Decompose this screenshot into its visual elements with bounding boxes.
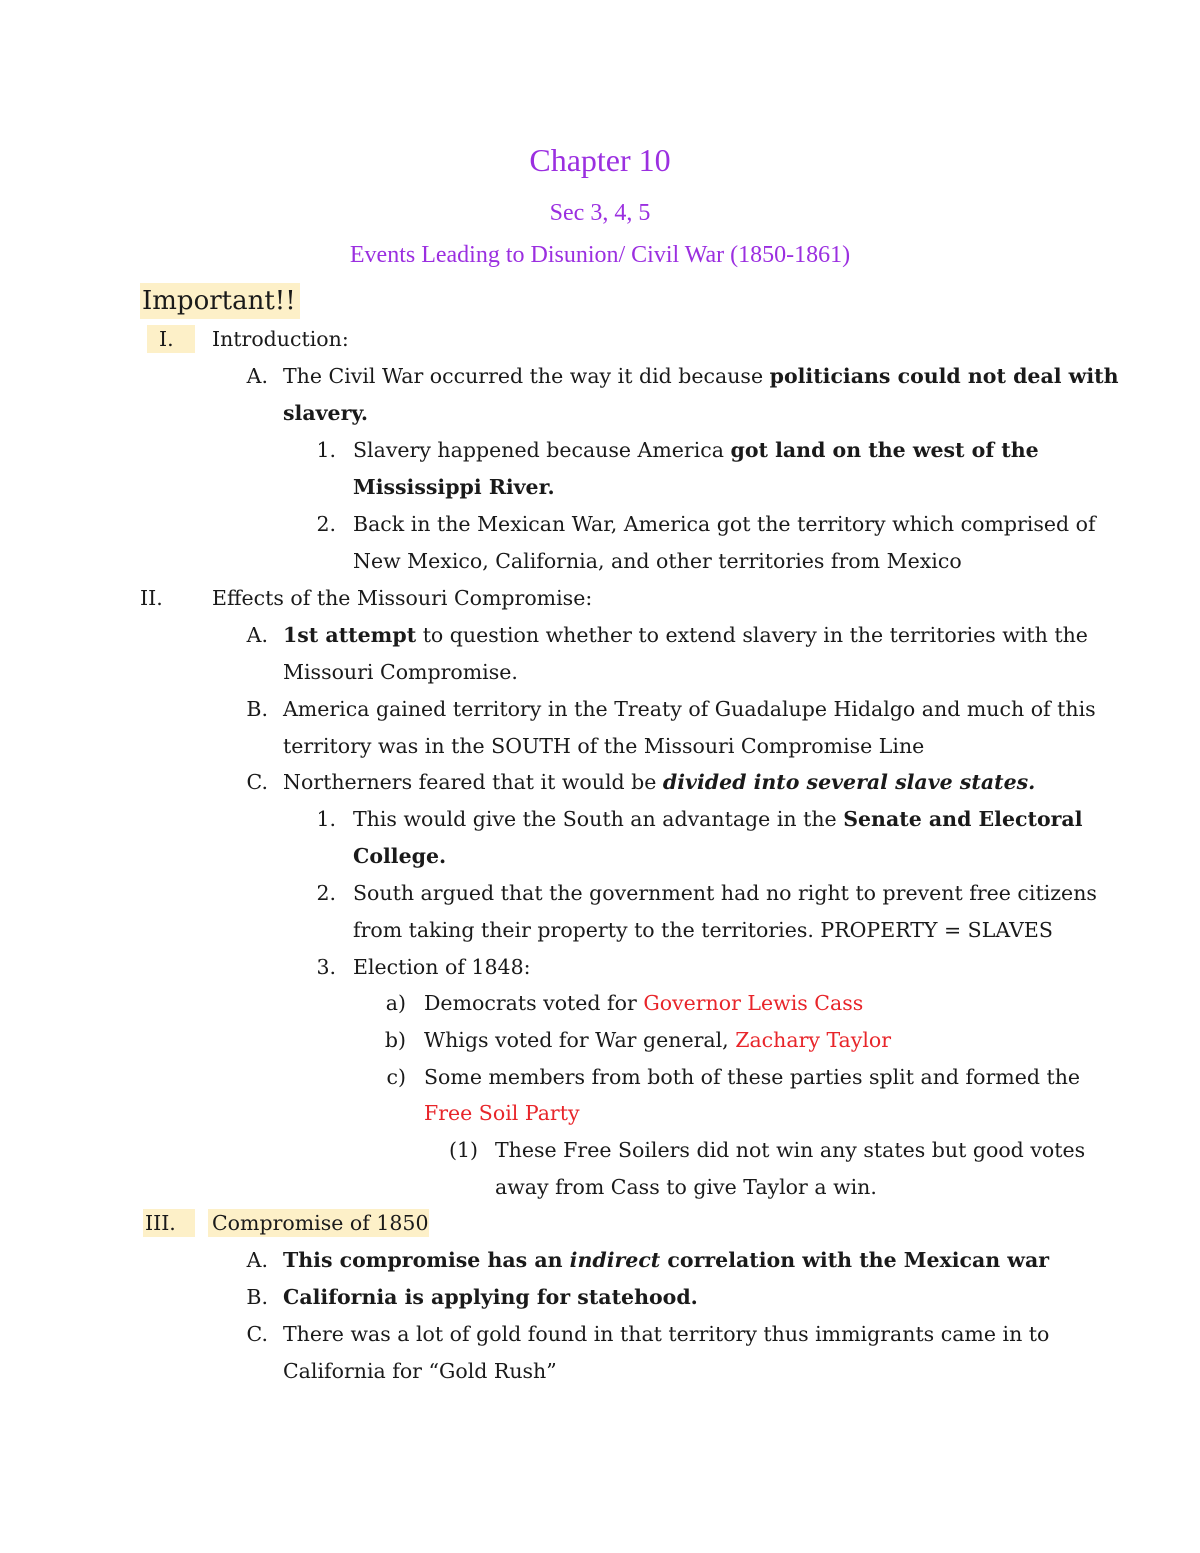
outline-line: America gained territory in the Treaty of Guadalupe Hidalgo and much of this: [283, 697, 1096, 721]
outline-line: Whigs voted for War general, Zachary Taylor: [424, 1028, 892, 1052]
item-marker: 3.: [316, 955, 336, 979]
item-marker: A.: [246, 1248, 268, 1272]
item-marker: B.: [246, 697, 268, 721]
section-marker: II.: [140, 586, 163, 610]
section-heading: Introduction:: [212, 327, 349, 351]
outline-line: Missouri Compromise.: [283, 660, 518, 684]
section-marker: I.: [147, 325, 195, 353]
important-label: Important!!: [140, 283, 300, 319]
item-marker: C.: [246, 1322, 268, 1346]
section-marker: III.: [143, 1209, 195, 1237]
outline-line: territory was in the SOUTH of the Missouri Compromise Line: [283, 734, 925, 758]
item-marker: A.: [246, 364, 268, 388]
section-heading: Compromise of 1850: [208, 1209, 429, 1237]
outline-line: from taking their property to the territories. PROPERTY = SLAVES: [353, 918, 1053, 942]
outline-line: These Free Soilers did not win any states but good votes: [495, 1138, 1086, 1162]
page-subtitle: Events Leading to Disunion/ Civil War (1850-1861): [349, 242, 851, 268]
outline-line: College.: [353, 844, 447, 868]
outline-line: away from Cass to give Taylor a win.: [495, 1175, 877, 1199]
outline-line: The Civil War occurred the way it did because politicians could not deal with: [283, 364, 1119, 388]
outline-line: California is applying for statehood.: [283, 1285, 698, 1309]
item-marker: B.: [246, 1285, 268, 1309]
item-marker: C.: [246, 770, 268, 794]
item-marker: b): [384, 1028, 406, 1052]
outline-line: Free Soil Party: [424, 1101, 580, 1125]
outline-line: Slavery happened because America got land on the west of the: [353, 438, 1039, 462]
item-marker: (1): [448, 1138, 478, 1162]
section-numbers: Sec 3, 4, 5: [549, 200, 651, 226]
outline-line: California for “Gold Rush”: [283, 1359, 557, 1383]
item-marker: 2.: [316, 881, 336, 905]
outline-line: Election of 1848:: [353, 955, 531, 979]
outline-line: Mississippi River.: [353, 475, 555, 499]
outline-line: Northerners feared that it would be divided into several slave states.: [283, 770, 1036, 794]
item-marker: a): [385, 991, 406, 1015]
outline-line: This compromise has an indirect correlation with the Mexican war: [283, 1248, 1050, 1272]
item-marker: c): [386, 1065, 406, 1089]
outline-line: There was a lot of gold found in that territory thus immigrants came in to: [283, 1322, 1050, 1346]
outline-line: 1st attempt to question whether to extend slavery in the territories with the: [283, 623, 1088, 647]
outline-line: Democrats voted for Governor Lewis Cass: [424, 991, 864, 1015]
outline-line: Some members from both of these parties split and formed the: [424, 1065, 1081, 1089]
page-title: Chapter 10: [529, 142, 671, 178]
outline-line: Back in the Mexican War, America got the territory which comprised of: [353, 512, 1096, 536]
item-marker: 2.: [316, 512, 336, 536]
outline-line: South argued that the government had no right to prevent free citizens: [353, 881, 1097, 905]
outline-line: slavery.: [283, 401, 369, 425]
outline-line: This would give the South an advantage in the Senate and Electoral: [353, 807, 1083, 831]
item-marker: 1.: [316, 807, 336, 831]
item-marker: 1.: [316, 438, 336, 462]
item-marker: A.: [246, 623, 268, 647]
section-heading: Effects of the Missouri Compromise:: [212, 586, 593, 610]
outline-line: New Mexico, California, and other territories from Mexico: [353, 549, 962, 573]
